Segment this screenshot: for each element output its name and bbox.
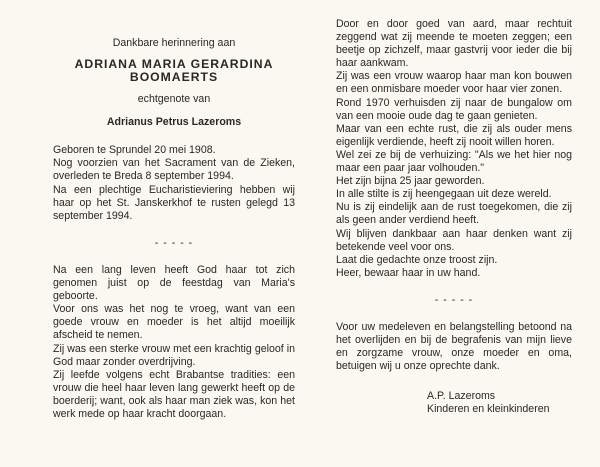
thanks-text: Voor uw medeleven en belangstelling betoond na het overlijden en bij de begrafenis van mijn lieve en zorgzame vrouw, onze moeder en oma, betuigen wij u onze oprechte dank. xyxy=(336,320,572,373)
intro-text: Dankbare herinnering aan xyxy=(112,37,236,49)
paragraph: Zij was een vrouw waarop haar man kon bouwen en een onmisbare moeder voor haar vier zonen. xyxy=(336,70,572,96)
left-text-block xyxy=(53,264,295,421)
separator: - - - - - xyxy=(154,236,194,249)
spouse-name: Adrianus Petrus Lazeroms xyxy=(106,116,242,129)
paragraph: Heer, bewaar haar in uw hand. xyxy=(336,266,481,279)
dates-block xyxy=(53,144,295,223)
paragraph: Wij blijven dankbaar aan haar denken want zij betekende veel voor ons. xyxy=(336,227,572,253)
paragraph: Wel zei ze bij de verhuizing: "Als we het hier nog maar een paar jaar volhouden." xyxy=(336,148,572,175)
paragraph: Maar van een echte rust, die zij als ouder mens eigenlijk verdiende, heeft zij nooit willen horen. xyxy=(336,122,572,148)
birth-line: Geboren te Sprundel 20 mei 1908. xyxy=(53,144,216,157)
burial-line: Na een plechtige Eucharistieviering hebben wij haar op het St. Janskerkhof te rusten gelegd 13 september 1994. xyxy=(53,183,295,222)
paragraph: Rond 1970 verhuisden zij naar de bungalow om van een mooie oude dag te gaan genieten. xyxy=(336,96,572,122)
signature-name: A.P. Lazeroms xyxy=(427,390,496,403)
paragraph: Laat die gedachte onze troost zijn. xyxy=(336,253,498,266)
paragraph: Voor ons was het nog te vroeg, want van een goede vrouw en moeder is het altijd moeilijk afscheid te nemen. xyxy=(53,303,295,342)
separator: - - - - - xyxy=(434,293,474,306)
paragraph: Nu is zij eindelijk aan de rust toegekomen, die zij als geen ander verdiend heeft. xyxy=(336,201,572,227)
signature-family: Kinderen en kleinkinderen xyxy=(427,403,550,416)
deceased-name-line1: ADRIANA MARIA GERARDINA xyxy=(74,57,274,72)
paragraph: Zij was een sterke vrouw met een krachtig geloof in God maar zonder overdrijving. xyxy=(53,342,295,368)
paragraph: Na een lang leven heeft God haar tot zich genomen juist op de feestdag van Maria's geboorte. xyxy=(53,263,295,303)
paragraph: Het zijn bijna 25 jaar geworden. xyxy=(336,175,485,188)
paragraph: Zij leefde volgens echt Brabantse tradities: een vrouw die heel haar leven lang gewerkt heeft op de boerderij; want, ook als haar man ziek was, kon het werk mede op haar kracht doorgaan. xyxy=(53,368,295,420)
paragraph: In alle stilte is zij heengegaan uit deze wereld. xyxy=(336,188,552,201)
right-text-block xyxy=(336,18,572,280)
spouse-label: echtgenote van xyxy=(137,93,211,106)
deceased-name-line2: BOOMAERTS xyxy=(129,70,219,85)
left-panel xyxy=(53,0,295,421)
signature-block xyxy=(427,390,572,416)
paragraph: Door en door goed van aard, maar rechtuit zeggend wat zij meende te moeten zeggen; een beetje op zichzelf, maar gastvrij voor ieder die bij haar aankwam. xyxy=(336,18,572,70)
death-line: Nog voorzien van het Sacrament van de Zieken, overleden te Breda 8 september 1994. xyxy=(53,157,295,183)
right-panel xyxy=(336,0,572,417)
